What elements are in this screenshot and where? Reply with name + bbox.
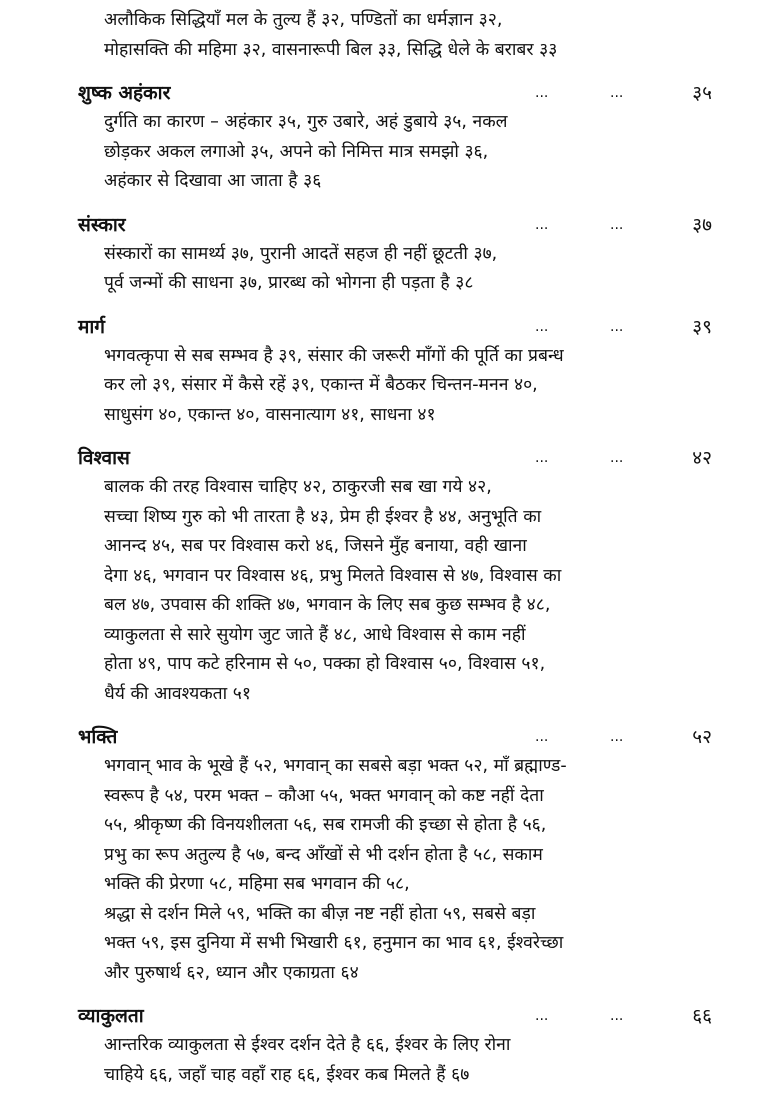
leader-dots: ... [610,450,624,466]
topic-line: संस्कारों का सामर्थ्य ३७, पुरानी आदतें सहज ही नहीं छूटती ३७, [104,243,498,264]
topic-line: अलौकिक सिद्धियाँ मल के तुल्य हैं ३२, पण्डितों का धर्मज्ञान ३२, [104,10,503,30]
leader-dots: ... [610,85,624,101]
page-number: ६६ [692,1005,712,1027]
toc-section [0,722,780,988]
toc-heading-row [0,210,780,240]
topic-line: देगा ४६, भगवान पर विश्वास ४६, प्रभु मिलते विश्वास से ४७, विश्वास का [104,565,562,586]
toc-section [0,1001,780,1090]
toc-heading-row [0,1001,780,1031]
section-heading: शुष्क अहंकार [78,82,171,104]
topic-line: बालक की तरह विश्वास चाहिए ४२, ठाकुरजी सब खा गये ४२, [104,477,492,497]
section-heading: विश्वास [78,447,130,469]
topic-line: साधुसंग ४०, एकान्त ४०, वासनात्याग ४१, साधना ४१ [104,404,436,425]
page-number: ३९ [692,315,712,338]
table-of-contents [0,6,780,1090]
topic-line: बल ४७, उपवास की शक्ति ४७, भगवान के लिए सब कुछ सम्भव है ४८, [104,595,551,615]
topic-line: आनन्द ४५, सब पर विश्वास करो ४६, जिसने मुँह बनाया, वही खाना [104,536,527,556]
topic-line: अहंकार से दिखावा आ जाता है ३६ [104,171,322,191]
topic-line: भगवान् भाव के भूखे हैं ५२, भगवान् का सबसे बड़ा भक्त ५२, माँ ब्रह्माण्ड- [104,756,567,776]
toc-heading-row [0,443,780,473]
topic-line: दुर्गति का कारण – अहंकार ३५, गुरु उबारे, अहं डुबाये ३५, नकल [104,112,508,132]
topic-line: चाहिये ६६, जहाँ चाह वहाँ राह ६६, ईश्वर कब मिलते हैं ६७ [104,1064,470,1085]
section-heading: मार्ग [78,315,105,338]
section-heading: व्याकुलता [78,1005,144,1027]
leader-dots: ... [535,729,549,745]
topic-line: होता ४९, पाप कटे हरिनाम से ५०, पक्का हो विश्वास ५०, विश्वास ५१, [104,654,546,674]
toc-heading-row [0,722,780,752]
topic-line: भक्त ५९, इस दुनिया में सभी भिखारी ६१, हनुमान का भाव ६१, ईश्वरेच्छा [104,933,564,953]
toc-heading-row [0,78,780,108]
leader-dots: ... [535,1008,549,1024]
topic-line: भगवत्कृपा से सब सम्भव है ३९, संसार की जरूरी माँगों की पूर्ति का प्रबन्ध [104,345,564,366]
leader-dots: ... [535,85,549,101]
leader-dots: ... [610,216,624,233]
topic-line: प्रभु का रूप अतुल्य है ५७, बन्द आँखों से भी दर्शन होता है ५८, सकाम [104,844,543,865]
page-number: ३५ [692,82,712,104]
toc-heading-row [0,312,780,342]
section-heading: भक्ति [78,726,118,748]
leader-dots: ... [535,318,549,335]
topic-line: पूर्व जन्मों की साधना ३७, प्रारब्ध को भोगना ही पड़ता है ३८ [104,273,474,293]
topic-line: आन्तरिक व्याकुलता से ईश्वर दर्शन देते है ६६, ईश्वर के लिए रोना [104,1035,511,1055]
topic-line: मोहासक्ति की महिमा ३२, वासनारूपी बिल ३३, सिद्धि धेले के बराबर ३३ [104,39,558,60]
topic-line: भक्ति की प्रेरणा ५८, महिमा सब भगवान की ५८, [104,874,410,894]
topic-line: व्याकुलता से सारे सुयोग जुट जाते हैं ४८, आधे विश्वास से काम नहीं [104,624,526,645]
toc-section [0,78,780,197]
topic-line: धैर्य की आवश्यकता ५१ [104,683,251,704]
page-number: ५२ [692,726,712,748]
leader-dots: ... [610,1008,624,1024]
toc-section [0,6,780,65]
page-number: ३७ [692,213,712,236]
section-heading: संस्कार [78,213,126,236]
toc-section [0,443,780,709]
topic-line: और पुरुषार्थ ६२, ध्यान और एकाग्रता ६४ [104,962,359,983]
topic-line: कर लो ३९, संसार में कैसे रहें ३९, एकान्त में बैठकर चिन्तन-मनन ४०, [104,375,538,395]
topic-line: स्वरूप है ५४, परम भक्त – कौआ ५५, भक्त भगवान् को कष्ट नहीं देता [104,785,544,806]
leader-dots: ... [610,318,624,335]
topic-line: छोड़कर अकल लगाओ ३५, अपने को निमित्त मात्र समझो ३६, [104,141,489,162]
topic-line: श्रद्धा से दर्शन मिले ५९, भक्ति का बीज़ नष्ट नहीं होता ५९, सबसे बड़ा [104,903,536,924]
leader-dots: ... [535,216,549,233]
page-number: ४२ [692,447,712,469]
toc-section [0,312,780,431]
topic-line: सच्चा शिष्य गुरु को भी तारता है ४३, प्रेम ही ईश्वर है ४४, अनुभूति का [104,506,542,527]
leader-dots: ... [610,729,624,745]
topic-line: ५५, श्रीकृष्ण की विनयशीलता ५६, सब रामजी की इच्छा से होता है ५६, [104,815,547,835]
toc-section [0,210,780,299]
leader-dots: ... [535,450,549,466]
